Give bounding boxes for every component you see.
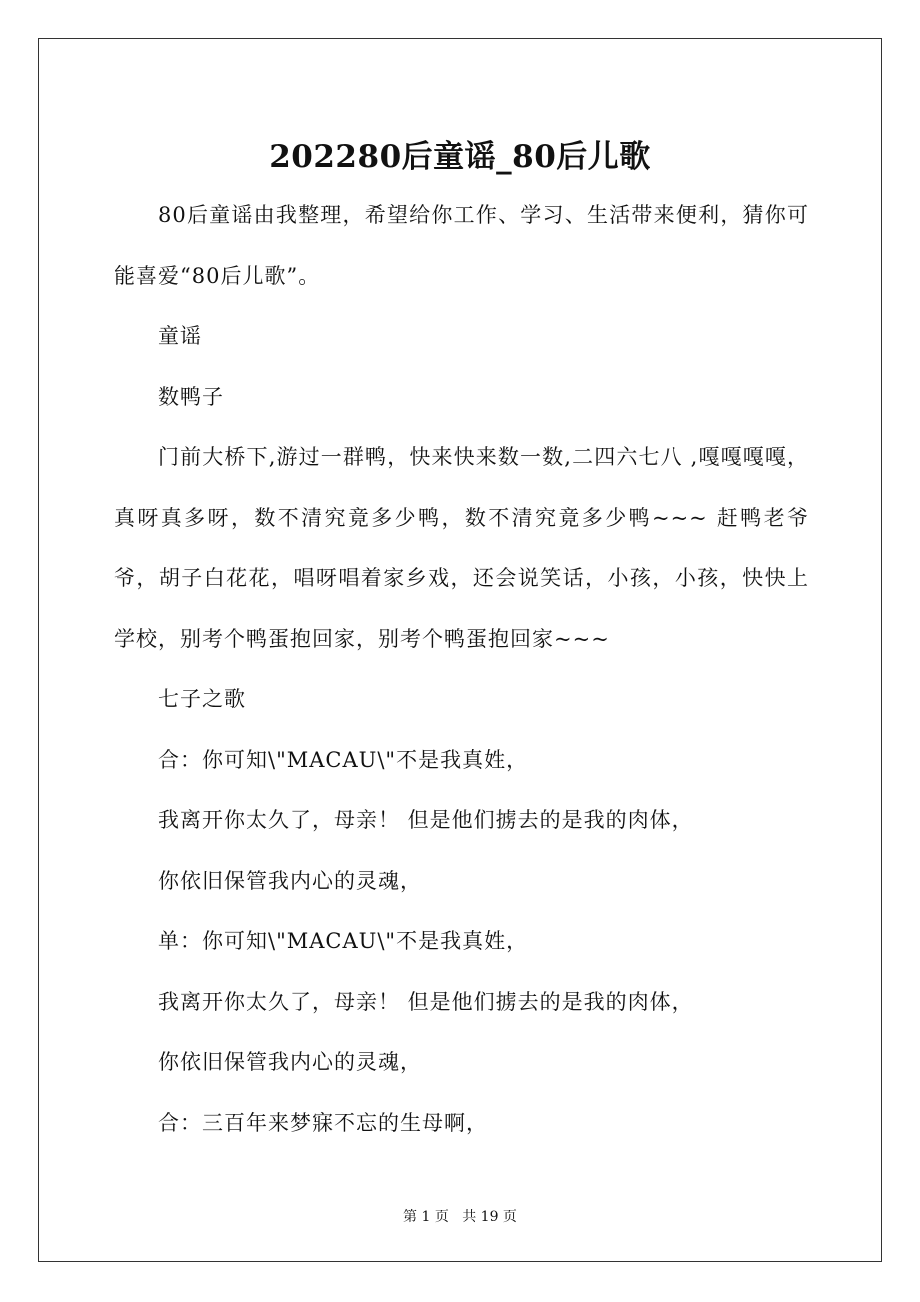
lyrics-line: 合：你可知\"MACAU\"不是我真姓， <box>158 747 529 772</box>
lyrics-line: 你依旧保管我内心的灵魂， <box>158 868 422 893</box>
page-number: 第 1 页 <box>403 1209 449 1225</box>
lyrics-line: 我离开你太久了，母亲！ 但是他们掳去的是我的肉体， <box>158 808 694 832</box>
lyrics-paragraph: 门前大桥下,游过一群鸭，快来快来数一数,二四六七八 ,嘎嘎嘎嘎，真呀真多呀，数不清究竟多少鸭，数不清究竟多少鸭~~~ 赶鸭老爷爷，胡子白花花，唱呀唱着家乡戏，还会说笑话，小孩，小孩，快快上学校，别考个鸭蛋抱回家，别考个鸭蛋抱回家~~~ <box>114 445 809 651</box>
page-footer <box>0 1207 920 1227</box>
lyrics-line: 单：你可知\"MACAU\"不是我真姓， <box>158 929 529 953</box>
lyrics-line: 合：三百年来梦寐不忘的生母啊， <box>158 1110 488 1135</box>
intro-paragraph: 80后童谣由我整理，希望给你工作、学习、生活带来便利，猜你可能喜爱“80后儿歌”。 <box>114 203 809 288</box>
song-title: 七子之歌 <box>158 687 246 711</box>
page-total: 共 19 页 <box>462 1209 517 1225</box>
lyrics-line: 你依旧保管我内心的灵魂， <box>158 1050 422 1074</box>
section-heading: 童谣 <box>158 324 202 348</box>
lyrics-line: 我离开你太久了，母亲！ 但是他们掳去的是我的肉体， <box>158 989 694 1014</box>
document-body <box>114 185 809 1153</box>
song-title: 数鸭子 <box>158 384 224 409</box>
document-title: 202280后童谣_80后儿歌 <box>269 138 651 175</box>
